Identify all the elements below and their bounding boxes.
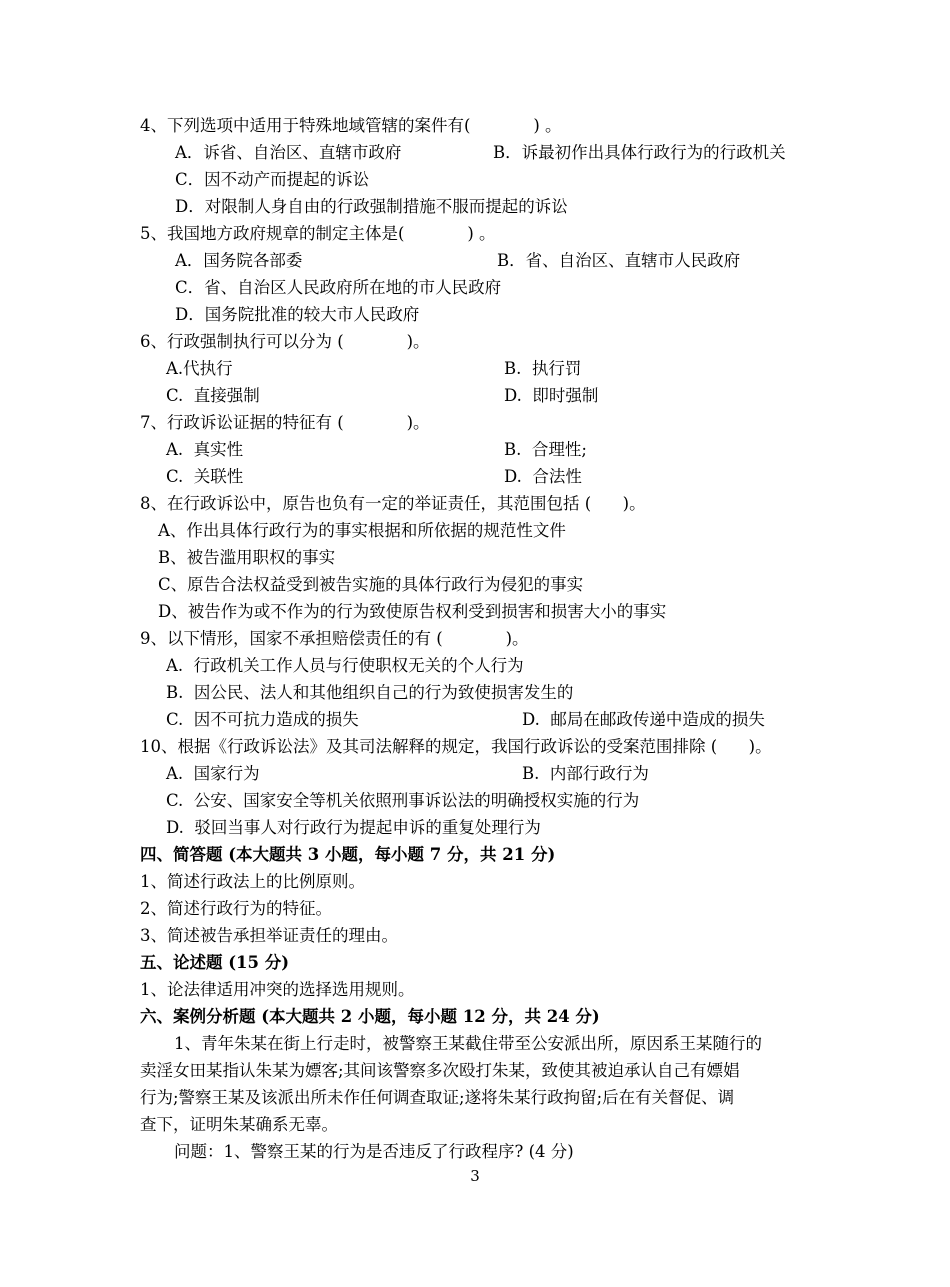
case-question: 问题：1、警察王某的行为是否违反了行政程序? (4 分) xyxy=(174,1142,574,1161)
case-text-line: 卖淫女田某指认朱某为嫖客;其间该警察多次殴打朱某，致使其被迫承认自己有嫖娼 xyxy=(140,1061,740,1080)
q5-option-a: A．国务院各部委 xyxy=(175,251,303,270)
q7-option-d: D. 合法性 xyxy=(504,467,582,486)
q10-option-c: C. 公安、国家安全等机关依照刑事诉讼法的明确授权实施的行为 xyxy=(166,791,640,810)
q8-option-c: C、原告合法权益受到被告实施的具体行政行为侵犯的事实 xyxy=(158,575,584,594)
section-4-item: 2、简述行政行为的特征。 xyxy=(140,899,332,918)
section-6-heading: 六、案例分析题 (本大题共 2 小题，每小题 12 分，共 24 分) xyxy=(140,1007,600,1026)
q7-stem: 7、行政诉讼证据的特征有 ( )。 xyxy=(140,413,430,432)
q10-stem: 10、根据《行政诉讼法》及其司法解释的规定，我国行政诉讼的受案范围排除 ( )。 xyxy=(140,737,772,756)
section-5-item: 1、论法律适用冲突的选择选用规则。 xyxy=(140,980,415,999)
q4-stem: 4、下列选项中适用于特殊地域管辖的案件有( ) 。 xyxy=(140,116,562,135)
q9-stem: 9、以下情形，国家不承担赔偿责任的有 ( )。 xyxy=(140,629,529,648)
case-text-line: 1、青年朱某在街上行走时，被警察王某截住带至公安派出所，原因系王某随行的 xyxy=(174,1034,762,1053)
q4-option-d: D．对限制人身自由的行政强制措施不服而提起的诉讼 xyxy=(175,197,568,216)
q7-option-b: B. 合理性; xyxy=(504,440,587,459)
q6-option-b: B. 执行罚 xyxy=(504,359,582,378)
q7-option-a: A. 真实性 xyxy=(166,440,244,459)
case-text-line: 查下，证明朱某确系无辜。 xyxy=(140,1115,338,1134)
q9-option-a: A. 行政机关工作人员与行使职权无关的个人行为 xyxy=(166,656,524,675)
q5-stem: 5、我国地方政府规章的制定主体是( ) 。 xyxy=(140,224,496,243)
section-4-item: 1、简述行政法上的比例原则。 xyxy=(140,872,365,891)
section-4-heading: 四、简答题 (本大题共 3 小题，每小题 7 分，共 21 分) xyxy=(140,845,556,864)
case-text-line: 行为;警察王某及该派出所未作任何调查取证;遂将朱某行政拘留;后在有关督促、调 xyxy=(140,1088,735,1107)
q6-option-c: C. 直接强制 xyxy=(166,386,260,405)
q10-option-d: D. 驳回当事人对行政行为提起申诉的重复处理行为 xyxy=(166,818,541,837)
q8-option-b: B、被告滥用职权的事实 xyxy=(158,548,336,567)
q8-option-d: D、被告作为或不作为的行为致使原告权利受到损害和损害大小的事实 xyxy=(158,602,667,621)
q5-option-c: C．省、自治区人民政府所在地的市人民政府 xyxy=(175,278,502,297)
q6-option-d: D. 即时强制 xyxy=(504,386,599,405)
q9-option-b: B. 因公民、法人和其他组织自己的行为致使损害发生的 xyxy=(166,683,574,702)
q9-option-c: C. 因不可抗力造成的损失 xyxy=(166,710,359,729)
q7-option-c: C. 关联性 xyxy=(166,467,244,486)
q4-option-a: A．诉省、自治区、直辖市政府 xyxy=(175,143,402,162)
q8-stem: 8、在行政诉讼中，原告也负有一定的举证责任，其范围包括 ( )。 xyxy=(140,494,646,513)
section-4-item: 3、简述被告承担举证责任的理由。 xyxy=(140,926,398,945)
q4-option-c: C．因不动产而提起的诉讼 xyxy=(175,170,370,189)
q5-option-d: D．国务院批准的较大市人民政府 xyxy=(175,305,420,324)
q10-option-a: A. 国家行为 xyxy=(166,764,260,783)
q6-option-a: A.代执行 xyxy=(166,359,233,378)
q4-option-b: B．诉最初作出具体行政行为的行政机关 xyxy=(493,143,786,162)
q8-option-a: A、作出具体行政行为的事实根据和所依据的规范性文件 xyxy=(158,521,566,540)
q6-stem: 6、行政强制执行可以分为 ( )。 xyxy=(140,332,430,351)
q10-option-b: B. 内部行政行为 xyxy=(522,764,649,783)
page-number: 3 xyxy=(470,1167,480,1185)
q5-option-b: B．省、自治区、直辖市人民政府 xyxy=(497,251,741,270)
section-5-heading: 五、论述题 (15 分) xyxy=(140,953,290,972)
q9-option-d: D. 邮局在邮政传递中造成的损失 xyxy=(522,710,765,729)
